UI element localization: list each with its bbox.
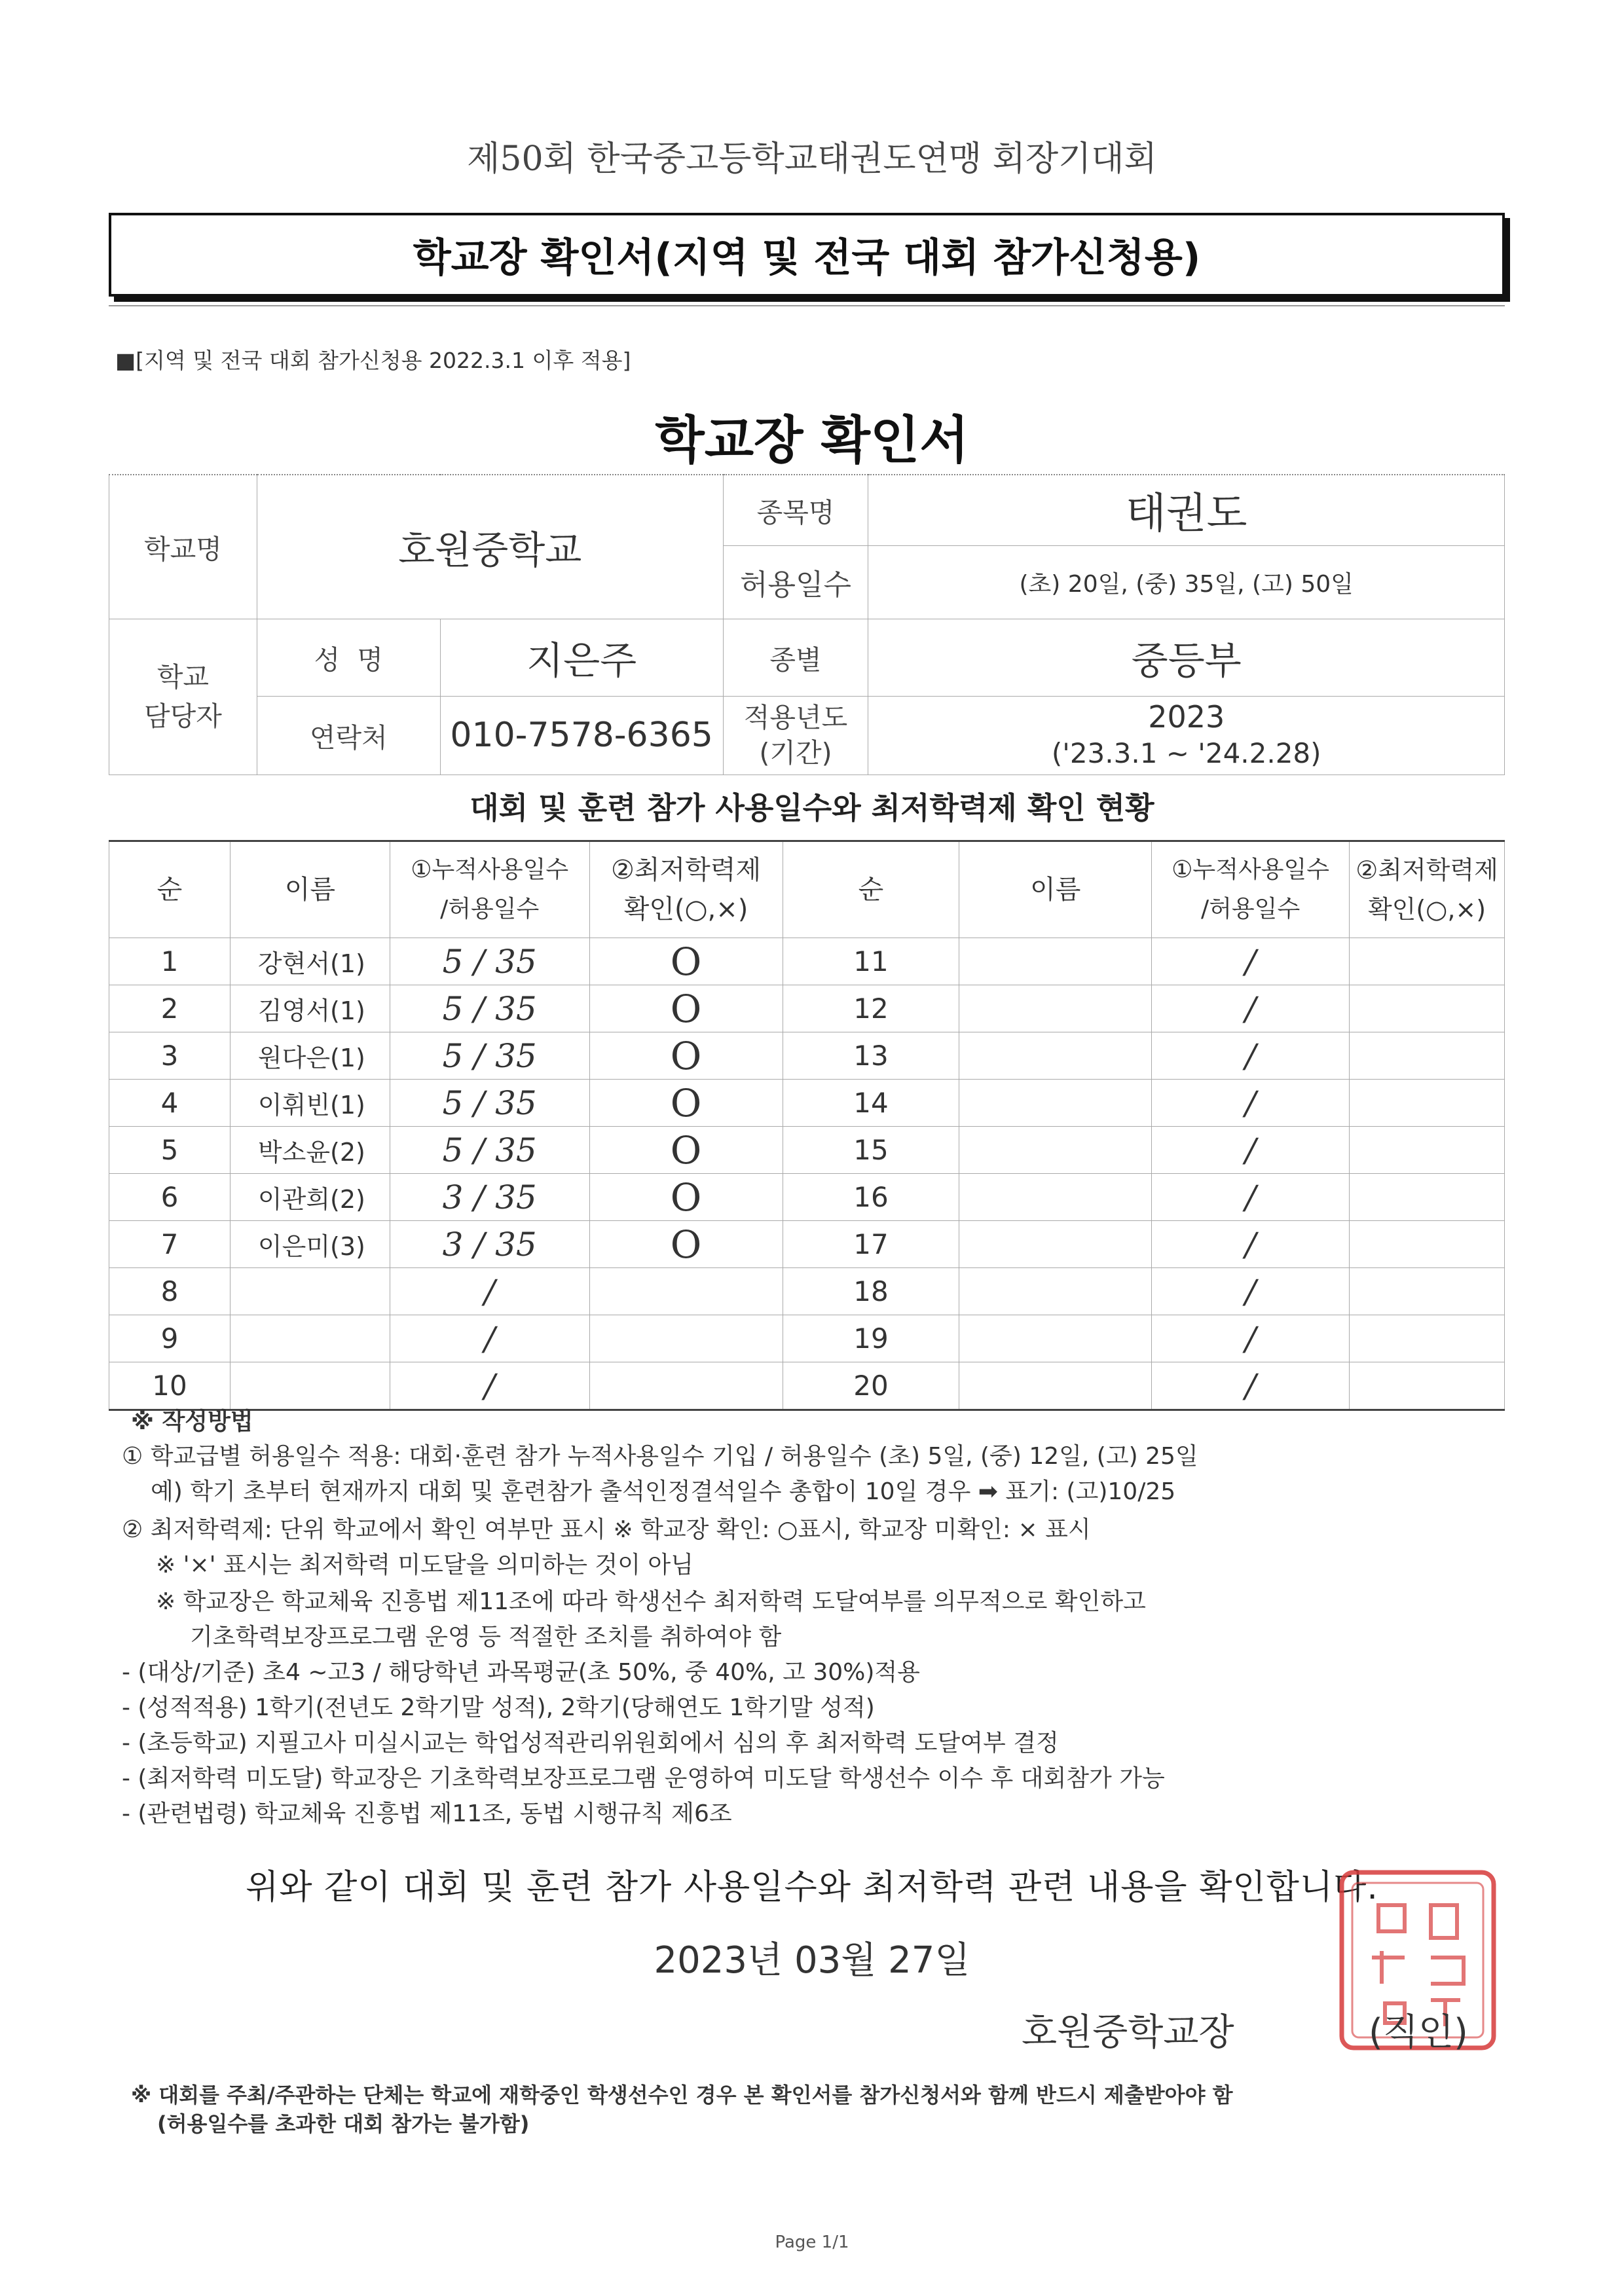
table-row: [109, 1315, 1505, 1362]
competition-title: 제50회 한국중고등학교태권도연맹 회장기대회: [467, 139, 1157, 179]
row-check-2: [1350, 1221, 1505, 1268]
row-name: 원다은(1): [230, 1032, 390, 1080]
row-no-2: 15: [783, 1127, 959, 1174]
instruction-line-6: 기초학력보장프로그램 운영 등 적절한 조치를 취하여야 함: [190, 1624, 782, 1650]
instruction-line-10: - (최저학력 미도달) 학교장은 기초학력보장프로그램 운영하여 미도달 학생선수 이수 후 대회참가 가능: [122, 1765, 1165, 1792]
row-usage-2: /: [1152, 1174, 1350, 1221]
staff-label: [109, 619, 257, 774]
row-usage-2: /: [1152, 1362, 1350, 1410]
row-usage-2: /: [1152, 938, 1350, 985]
row-no: 1: [109, 938, 231, 985]
row-check-2: [1350, 1127, 1505, 1174]
row-no: 3: [109, 1032, 231, 1080]
row-usage-2: /: [1152, 1315, 1350, 1362]
row-no: 5: [109, 1127, 231, 1174]
main-title-box: [109, 213, 1505, 297]
period: ('23.3.1 ~ '24.2.28): [1051, 737, 1321, 769]
school-name: 호원중학교: [257, 475, 723, 619]
col-use-header-2: [1152, 841, 1350, 938]
row-name-2: [959, 1315, 1152, 1362]
row-check: O: [589, 985, 783, 1032]
instruction-line-1: ① 학교급별 허용일수 적용: 대회·훈련 참가 누적사용일수 기입 / 허용일수 (초) 5일, (중) 12일, (고) 25일: [122, 1443, 1198, 1470]
instructions-title: ※ 작성방법: [131, 1408, 253, 1435]
col-check-header-line1: ②최저학력제: [611, 855, 762, 885]
row-name: [230, 1315, 390, 1362]
row-check: [589, 1362, 783, 1410]
row-usage: /: [390, 1268, 589, 1315]
main-title: 학교장 확인서(지역 및 전국 대회 참가신청용): [413, 235, 1201, 281]
year-label-line2: (기간): [759, 737, 832, 769]
row-usage: /: [390, 1315, 589, 1362]
instruction-line-8: - (성적적용) 1학기(전년도 2학기말 성적), 2학기(당해연도 1학기말 성적): [122, 1694, 875, 1721]
row-check-2: [1350, 938, 1505, 985]
row-check-2: [1350, 1315, 1505, 1362]
col-use-header-2-line2: /허용일수: [1201, 896, 1301, 922]
row-no-2: 12: [783, 985, 959, 1032]
row-check: O: [589, 1080, 783, 1127]
year-label: [723, 696, 868, 774]
table-row: [109, 1032, 1505, 1080]
col-name-header-2: 이름: [959, 841, 1152, 938]
row-no: 2: [109, 985, 231, 1032]
row-check: O: [589, 1032, 783, 1080]
staff-name: 지은주: [440, 619, 723, 696]
instruction-line-11: - (관련법령) 학교체육 진흥법 제11조, 동법 시행규칙 제6조: [122, 1800, 732, 1827]
row-check: O: [589, 1221, 783, 1268]
row-usage: 5 / 35: [390, 1032, 589, 1080]
row-name: [230, 1362, 390, 1410]
row-check-2: [1350, 985, 1505, 1032]
row-name: 박소윤(2): [230, 1127, 390, 1174]
row-usage: 5 / 35: [390, 985, 589, 1032]
row-name-2: [959, 1080, 1152, 1127]
row-name-2: [959, 1174, 1152, 1221]
footer-note: [131, 2081, 1233, 2138]
row-name: 이휘빈(1): [230, 1080, 390, 1127]
row-check: O: [589, 938, 783, 985]
col-use-header-line2: /허용일수: [440, 896, 540, 922]
row-no-2: 20: [783, 1362, 959, 1410]
table-row: [109, 1080, 1505, 1127]
info-table: [109, 474, 1505, 775]
row-name: 이은미(3): [230, 1221, 390, 1268]
allowed-days: (초) 20일, (중) 35일, (고) 50일: [868, 545, 1505, 619]
division: 중등부: [868, 619, 1505, 696]
row-name-2: [959, 1362, 1152, 1410]
name-label: 성 명: [257, 619, 440, 696]
row-name: 강현서(1): [230, 938, 390, 985]
row-usage-2: /: [1152, 985, 1350, 1032]
col-no-header-2: 순: [783, 841, 959, 938]
row-name-2: [959, 1032, 1152, 1080]
school-name-label: 학교명: [109, 475, 257, 619]
official-seal-label: (직인): [1369, 2011, 1468, 2054]
col-check-header: [589, 841, 783, 938]
table-row: [109, 1174, 1505, 1221]
contact-label: 연락처: [257, 696, 440, 774]
row-no-2: 13: [783, 1032, 959, 1080]
row-no-2: 14: [783, 1080, 959, 1127]
table-row: [109, 1362, 1505, 1410]
row-name: [230, 1268, 390, 1315]
row-usage-2: /: [1152, 1268, 1350, 1315]
col-use-header-2-line1: ①누적사용일수: [1172, 856, 1330, 883]
table-row: [109, 1221, 1505, 1268]
row-check-2: [1350, 1362, 1505, 1410]
row-check: [589, 1268, 783, 1315]
sport: 태권도: [868, 475, 1505, 545]
year-cell: [868, 696, 1505, 774]
col-use-header: [390, 841, 589, 938]
principal-label: 호원중학교장: [1022, 2011, 1234, 2054]
allowed-days-label: 허용일수: [723, 545, 868, 619]
contact: 010-7578-6365: [440, 696, 723, 774]
page-number: Page 1/1: [775, 2232, 849, 2252]
row-no-2: 11: [783, 938, 959, 985]
col-check-header-2-line1: ②최저학력제: [1356, 856, 1498, 884]
footer-note-line1: ※ 대회를 주최/주관하는 단체는 학교에 재학중인 학생선수인 경우 본 확인서를 참가신청서와 함께 반드시 제출받아야 함: [131, 2083, 1233, 2107]
row-no: 7: [109, 1221, 231, 1268]
form-title: 학교장 확인서: [655, 411, 969, 470]
row-no: 4: [109, 1080, 231, 1127]
separator-line: [109, 305, 1505, 306]
row-name-2: [959, 1127, 1152, 1174]
row-no: 9: [109, 1315, 231, 1362]
col-check-header-2: [1350, 841, 1505, 938]
row-usage: /: [390, 1362, 589, 1410]
row-no-2: 19: [783, 1315, 959, 1362]
row-usage: 5 / 35: [390, 1080, 589, 1127]
row-no: 10: [109, 1362, 231, 1410]
row-usage-2: /: [1152, 1127, 1350, 1174]
row-check-2: [1350, 1080, 1505, 1127]
row-check-2: [1350, 1174, 1505, 1221]
instruction-line-7: - (대상/기준) 초4 ~고3 / 해당학년 과목평균(초 50%, 중 40%, 고 30%)적용: [122, 1659, 920, 1686]
status-heading: 대회 및 훈련 참가 사용일수와 최저학력제 확인 현황: [470, 790, 1154, 826]
row-usage: 3 / 35: [390, 1174, 589, 1221]
table-row: [109, 1268, 1505, 1315]
instruction-line-2: 예) 학기 초부터 현재까지 대회 및 훈련참가 출석인정결석일수 총합이 10일 경우 ➡ 표기: (고)10/25: [151, 1478, 1176, 1505]
row-name: 김영서(1): [230, 985, 390, 1032]
row-name-2: [959, 1221, 1152, 1268]
row-check: [589, 1315, 783, 1362]
col-use-header-line1: ①누적사용일수: [411, 856, 569, 883]
row-usage-2: /: [1152, 1080, 1350, 1127]
row-usage: 5 / 35: [390, 938, 589, 985]
row-usage: 5 / 35: [390, 1127, 589, 1174]
instruction-line-4: ※ '×' 표시는 최저학력 미도달을 의미하는 것이 아님: [156, 1552, 693, 1578]
col-check-header-2-line2: 확인(○,×): [1367, 895, 1486, 924]
col-no-header: 순: [109, 841, 231, 938]
row-name-2: [959, 1268, 1152, 1315]
row-check: O: [589, 1174, 783, 1221]
instruction-line-5: ※ 학교장은 학교체육 진흥법 제11조에 따라 학생선수 최저학력 도달여부를 의무적으로 확인하고: [156, 1588, 1146, 1615]
row-no-2: 17: [783, 1221, 959, 1268]
row-no: 6: [109, 1174, 231, 1221]
row-check-2: [1350, 1032, 1505, 1080]
sport-label: 종목명: [723, 475, 868, 545]
confirmation-statement: 위와 같이 대회 및 훈련 참가 사용일수와 최저학력 관련 내용을 확인합니다.: [246, 1868, 1378, 1907]
row-usage-2: /: [1152, 1032, 1350, 1080]
row-no: 8: [109, 1268, 231, 1315]
applicability-note: ■[지역 및 전국 대회 참가신청용 2022.3.1 이후 적용]: [115, 348, 631, 373]
instruction-line-9: - (초등학교) 지필고사 미실시교는 학업성적관리위원회에서 심의 후 최저학력 도달여부 결정: [122, 1730, 1059, 1757]
table-row: [109, 1127, 1505, 1174]
row-check: O: [589, 1127, 783, 1174]
col-check-header-line2: 확인(○,×): [623, 894, 748, 924]
row-name-2: [959, 985, 1152, 1032]
year: 2023: [1148, 699, 1225, 735]
instruction-line-3: ② 최저학력제: 단위 학교에서 확인 여부만 표시 ※ 학교장 확인: ○표시, 학교장 미확인: × 표시: [122, 1516, 1091, 1543]
footer-note-line2: (허용일수를 초과한 대회 참가는 불가함): [157, 2111, 530, 2136]
row-name-2: [959, 938, 1152, 985]
row-usage-2: /: [1152, 1221, 1350, 1268]
col-name-header: 이름: [230, 841, 390, 938]
table-row: [109, 938, 1505, 985]
row-usage: 3 / 35: [390, 1221, 589, 1268]
staff-label-line2: 담당자: [144, 701, 222, 732]
status-table: [109, 840, 1505, 1411]
issue-date: 2023년 03월 27일: [654, 1939, 970, 1982]
year-label-line1: 적용년도: [743, 702, 848, 733]
row-no-2: 16: [783, 1174, 959, 1221]
staff-label-line1: 학교: [157, 661, 210, 693]
table-row: [109, 985, 1505, 1032]
row-name: 이관희(2): [230, 1174, 390, 1221]
row-check-2: [1350, 1268, 1505, 1315]
division-label: 종별: [723, 619, 868, 696]
row-no-2: 18: [783, 1268, 959, 1315]
